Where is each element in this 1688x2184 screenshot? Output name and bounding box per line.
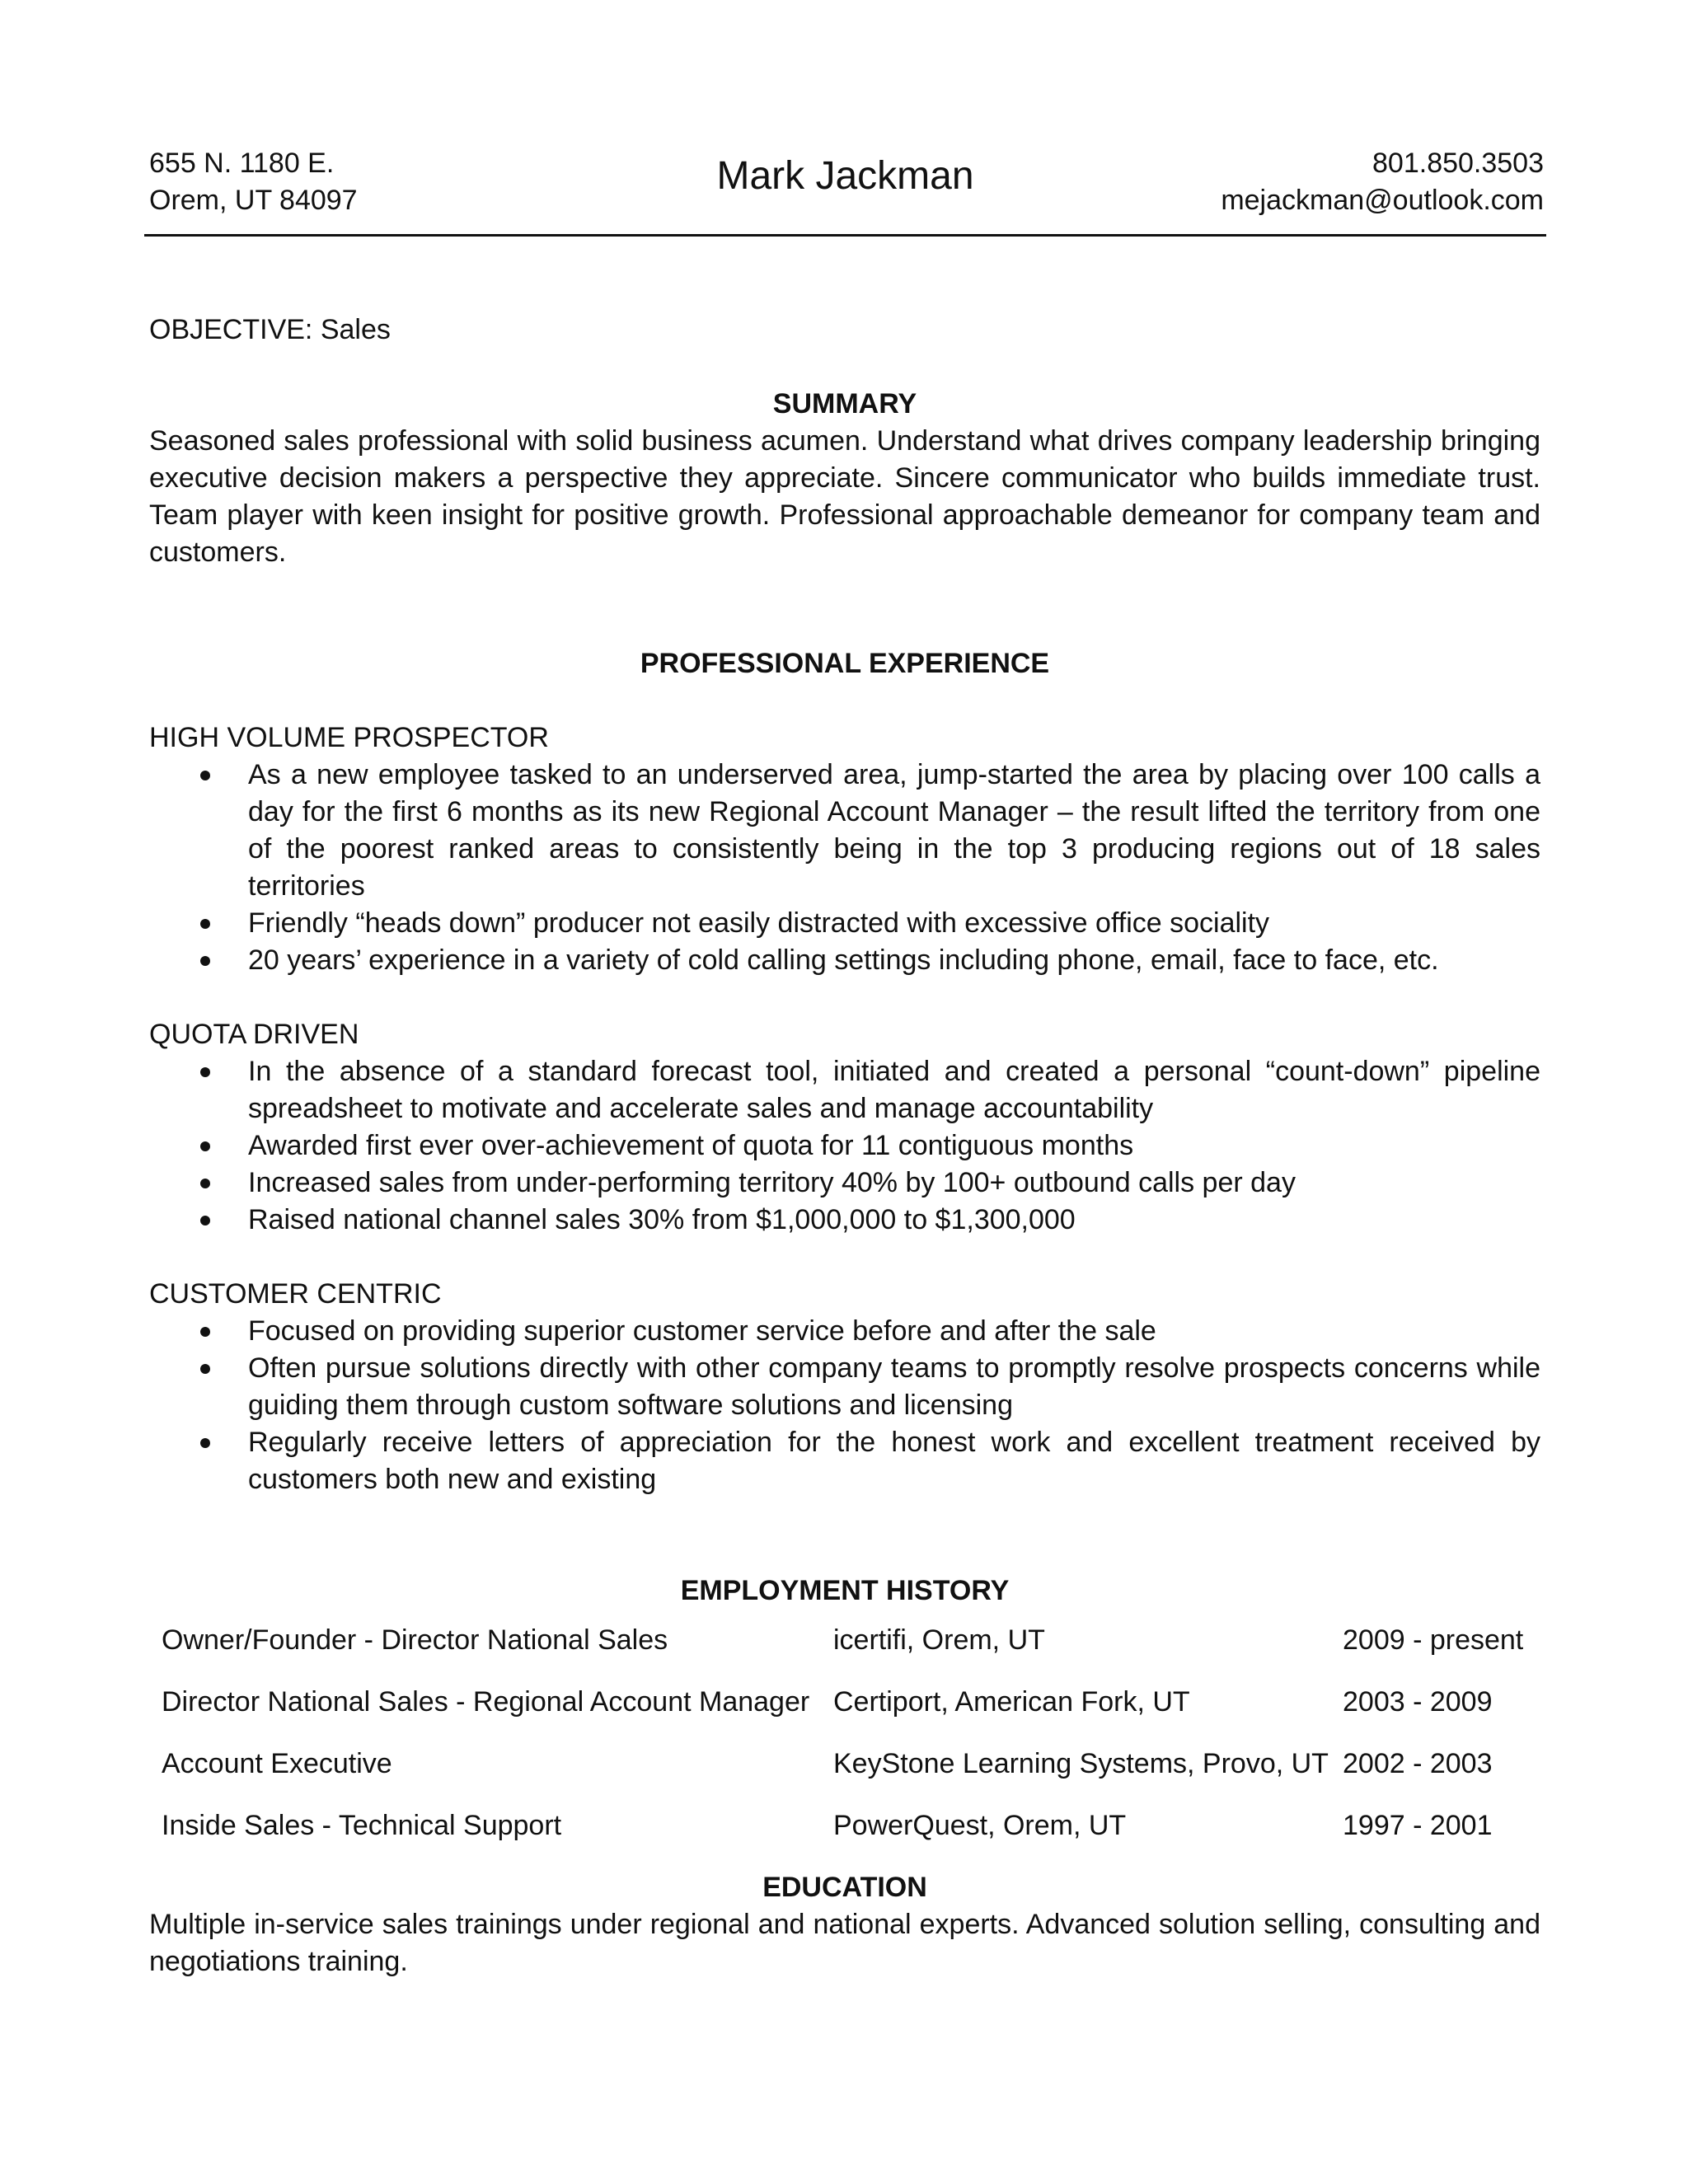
phone-number: 801.850.3503 <box>1372 148 1544 179</box>
bullet-item: Often pursue solutions directly with other company teams to promptly resolve prospects concerns while guiding them through custom software solutions and licensing <box>149 1350 1540 1424</box>
resume-header <box>147 145 1544 237</box>
bullet-item: Friendly “heads down” producer not easily distracted with excessive office sociality <box>149 905 1540 942</box>
experience-subheading: CUSTOMER CENTRIC <box>149 1278 442 1310</box>
email-address: mejackman@outlook.com <box>1221 185 1544 216</box>
employment-row <box>149 1807 1540 1844</box>
education-heading: EDUCATION <box>762 1872 927 1903</box>
employment-dates: 2009 - present <box>1343 1624 1524 1656</box>
employment-role: Owner/Founder - Director National Sales <box>162 1624 668 1656</box>
address-line-1: 655 N. 1180 E. <box>149 148 335 179</box>
bullet-icon <box>200 1141 210 1151</box>
employment-dates: 2003 - 2009 <box>1343 1686 1493 1718</box>
bullet-icon <box>200 1179 210 1188</box>
experience-group-prospector <box>149 719 1540 979</box>
bullet-item: As a new employee tasked to an underserved area, jump-started the area by placing over 100 calls a day for the first 6 months as its new Regional Account Manager – the result lifted the territory from one of the poorest ranked areas to consistently being in the top 3 producing regions out of 18 sales territories <box>149 757 1540 905</box>
contact-block <box>1221 145 1544 219</box>
employment-table <box>149 1622 1540 1844</box>
experience-subheading: HIGH VOLUME PROSPECTOR <box>149 722 549 753</box>
resume-body <box>149 312 1540 1980</box>
employment-row <box>149 1622 1540 1659</box>
employment-row <box>149 1746 1540 1783</box>
bullet-item: Focused on providing superior customer service before and after the sale <box>149 1313 1540 1350</box>
employment-company: icertifi, Orem, UT <box>833 1624 1045 1656</box>
candidate-name: Mark Jackman <box>716 154 974 198</box>
education-text: Multiple in-service sales trainings under regional and national experts. Advanced solution selling, consulting and negotiations training. <box>149 1909 1540 1977</box>
experience-group-customer <box>149 1276 1540 1498</box>
bullet-item: In the absence of a standard forecast tool, initiated and created a personal “count-down” pipeline spreadsheet to motivate and accelerate sales and manage accountability <box>149 1053 1540 1127</box>
employment-role: Inside Sales - Technical Support <box>162 1810 562 1841</box>
bullet-item: Regularly receive letters of appreciation for the honest work and excellent treatment received by customers both new and existing <box>149 1424 1540 1498</box>
employment-row <box>149 1684 1540 1721</box>
employment-dates: 1997 - 2001 <box>1343 1810 1493 1841</box>
bullet-list <box>149 757 1540 979</box>
objective-line: OBJECTIVE: Sales <box>149 314 391 345</box>
bullet-icon <box>200 771 210 780</box>
bullet-icon <box>200 1067 210 1077</box>
bullet-icon <box>200 1364 210 1374</box>
summary-heading: SUMMARY <box>772 388 917 419</box>
bullet-icon <box>200 1327 210 1337</box>
employment-company: PowerQuest, Orem, UT <box>833 1810 1127 1841</box>
experience-group-quota <box>149 1016 1540 1239</box>
bullet-item: 20 years’ experience in a variety of cold calling settings including phone, email, face to face, etc. <box>149 942 1540 979</box>
summary-text: Seasoned sales professional with solid business acumen. Understand what drives company leadership bringing executive decision makers a perspective they appreciate. Sincere communicator who builds immediate trust. Team player with keen insight for positive growth. Professional approachable demeanor for company team and customers. <box>149 425 1540 568</box>
bullet-icon <box>200 919 210 929</box>
bullet-icon <box>200 956 210 966</box>
bullet-list <box>149 1313 1540 1498</box>
bullet-item: Raised national channel sales 30% from $1,000,000 to $1,300,000 <box>149 1202 1540 1239</box>
bullet-item: Increased sales from under-performing territory 40% by 100+ outbound calls per day <box>149 1165 1540 1202</box>
address-line-2: Orem, UT 84097 <box>149 185 358 216</box>
experience-heading: PROFESSIONAL EXPERIENCE <box>640 648 1050 679</box>
employment-heading: EMPLOYMENT HISTORY <box>680 1575 1010 1606</box>
employment-role: Director National Sales - Regional Account Manager <box>162 1686 810 1718</box>
experience-subheading: QUOTA DRIVEN <box>149 1019 359 1050</box>
bullet-icon <box>200 1216 210 1226</box>
header-divider <box>144 234 1546 237</box>
bullet-icon <box>200 1438 210 1448</box>
employment-company: Certiport, American Fork, UT <box>833 1686 1190 1718</box>
employment-role: Account Executive <box>162 1748 392 1779</box>
bullet-item: Awarded first ever over-achievement of quota for 11 contiguous months <box>149 1127 1540 1165</box>
employment-dates: 2002 - 2003 <box>1343 1748 1493 1779</box>
bullet-list <box>149 1053 1540 1239</box>
employment-company: KeyStone Learning Systems, Provo, UT <box>833 1748 1329 1779</box>
